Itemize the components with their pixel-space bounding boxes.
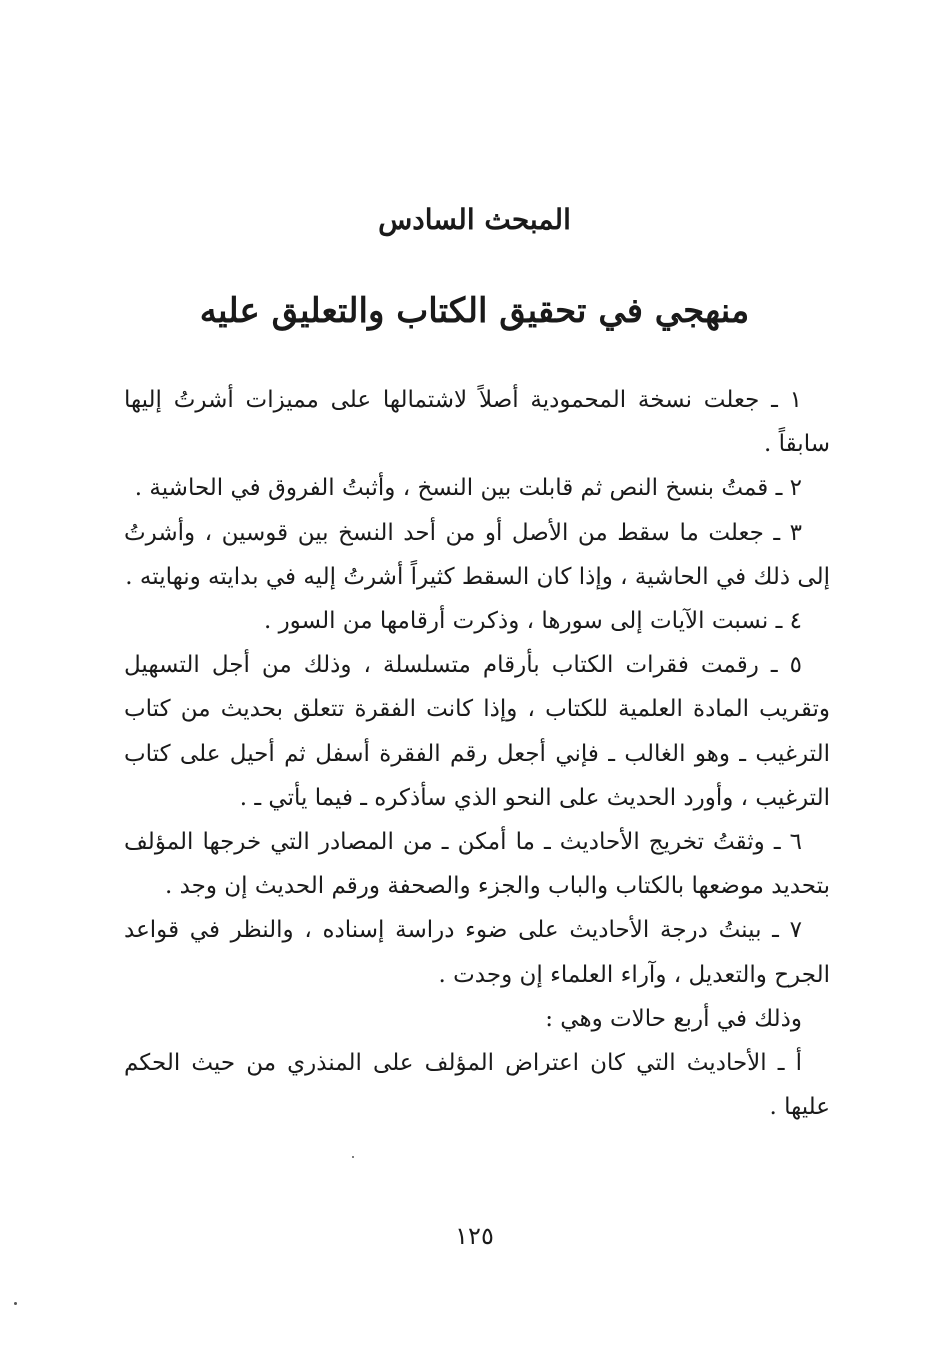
section-label: المبحث السادس	[378, 203, 571, 236]
scan-speck	[14, 1302, 17, 1305]
paragraph-3: ٣ ـ جعلت ما سقط من الأصل أو من أحد النسخ بين قوسين ، وأشرتُ إلى ذلك في الحاشية ، وإذا كان السقط كثيراً أشرتُ إليه في بدايته ونهايته .	[124, 519, 830, 590]
paragraph-5: ٥ ـ رقمت فقرات الكتاب بأرقام متسلسلة ، وذلك من أجل التسهيل وتقريب المادة العلمية للكتاب ، وإذا كانت الفقرة تتعلق بحديث من كتاب الترغيب ـ وهو الغالب ـ فإني أجعل رقم الفقرة أسفل ثم أحيل على كتاب الترغيب ، وأورد الحديث على النحو الذي سأذكره ـ فيما يأتي ـ .	[124, 652, 830, 811]
paragraph-1: ١ ـ جعلت نسخة المحمودية أصلاً لاشتمالها على مميزات أشرتُ إليها سابقاً .	[124, 387, 830, 458]
page-number: ١٢٥	[455, 1222, 494, 1250]
paragraph-8: وذلك في أربع حالات وهي :	[545, 1005, 802, 1032]
paragraph-6: ٦ ـ وثقتُ تخريج الأحاديث ـ ما أمكن ـ من المصادر التي خرجها المؤلف بتحديد موضعها بالكتاب والباب والجزء والصحفة ورقم الحديث إن وجد .	[124, 829, 830, 900]
paragraph-2: ٢ ـ قمتُ بنسخ النص ثم قابلت بين النسخ ، وأثبتُ الفروق في الحاشية .	[134, 475, 802, 502]
paragraph-7: ٧ ـ بينتُ درجة الأحاديث على ضوء دراسة إسناده ، والنظر في قواعد الجرح والتعديل ، وآراء العلماء إن وجدت .	[124, 917, 830, 988]
paragraph-9: أ ـ الأحاديث التي كان اعتراض المؤلف على المنذري من حيث الحكم عليها .	[124, 1050, 830, 1121]
chapter-title: منهجي في تحقيق الكتاب والتعليق عليه	[199, 291, 750, 331]
body-text	[124, 378, 830, 1129]
paragraph-4: ٤ ـ نسبت الآيات إلى سورها ، وذكرت أرقامها من السور .	[263, 608, 802, 635]
scan-speck	[352, 1156, 354, 1158]
